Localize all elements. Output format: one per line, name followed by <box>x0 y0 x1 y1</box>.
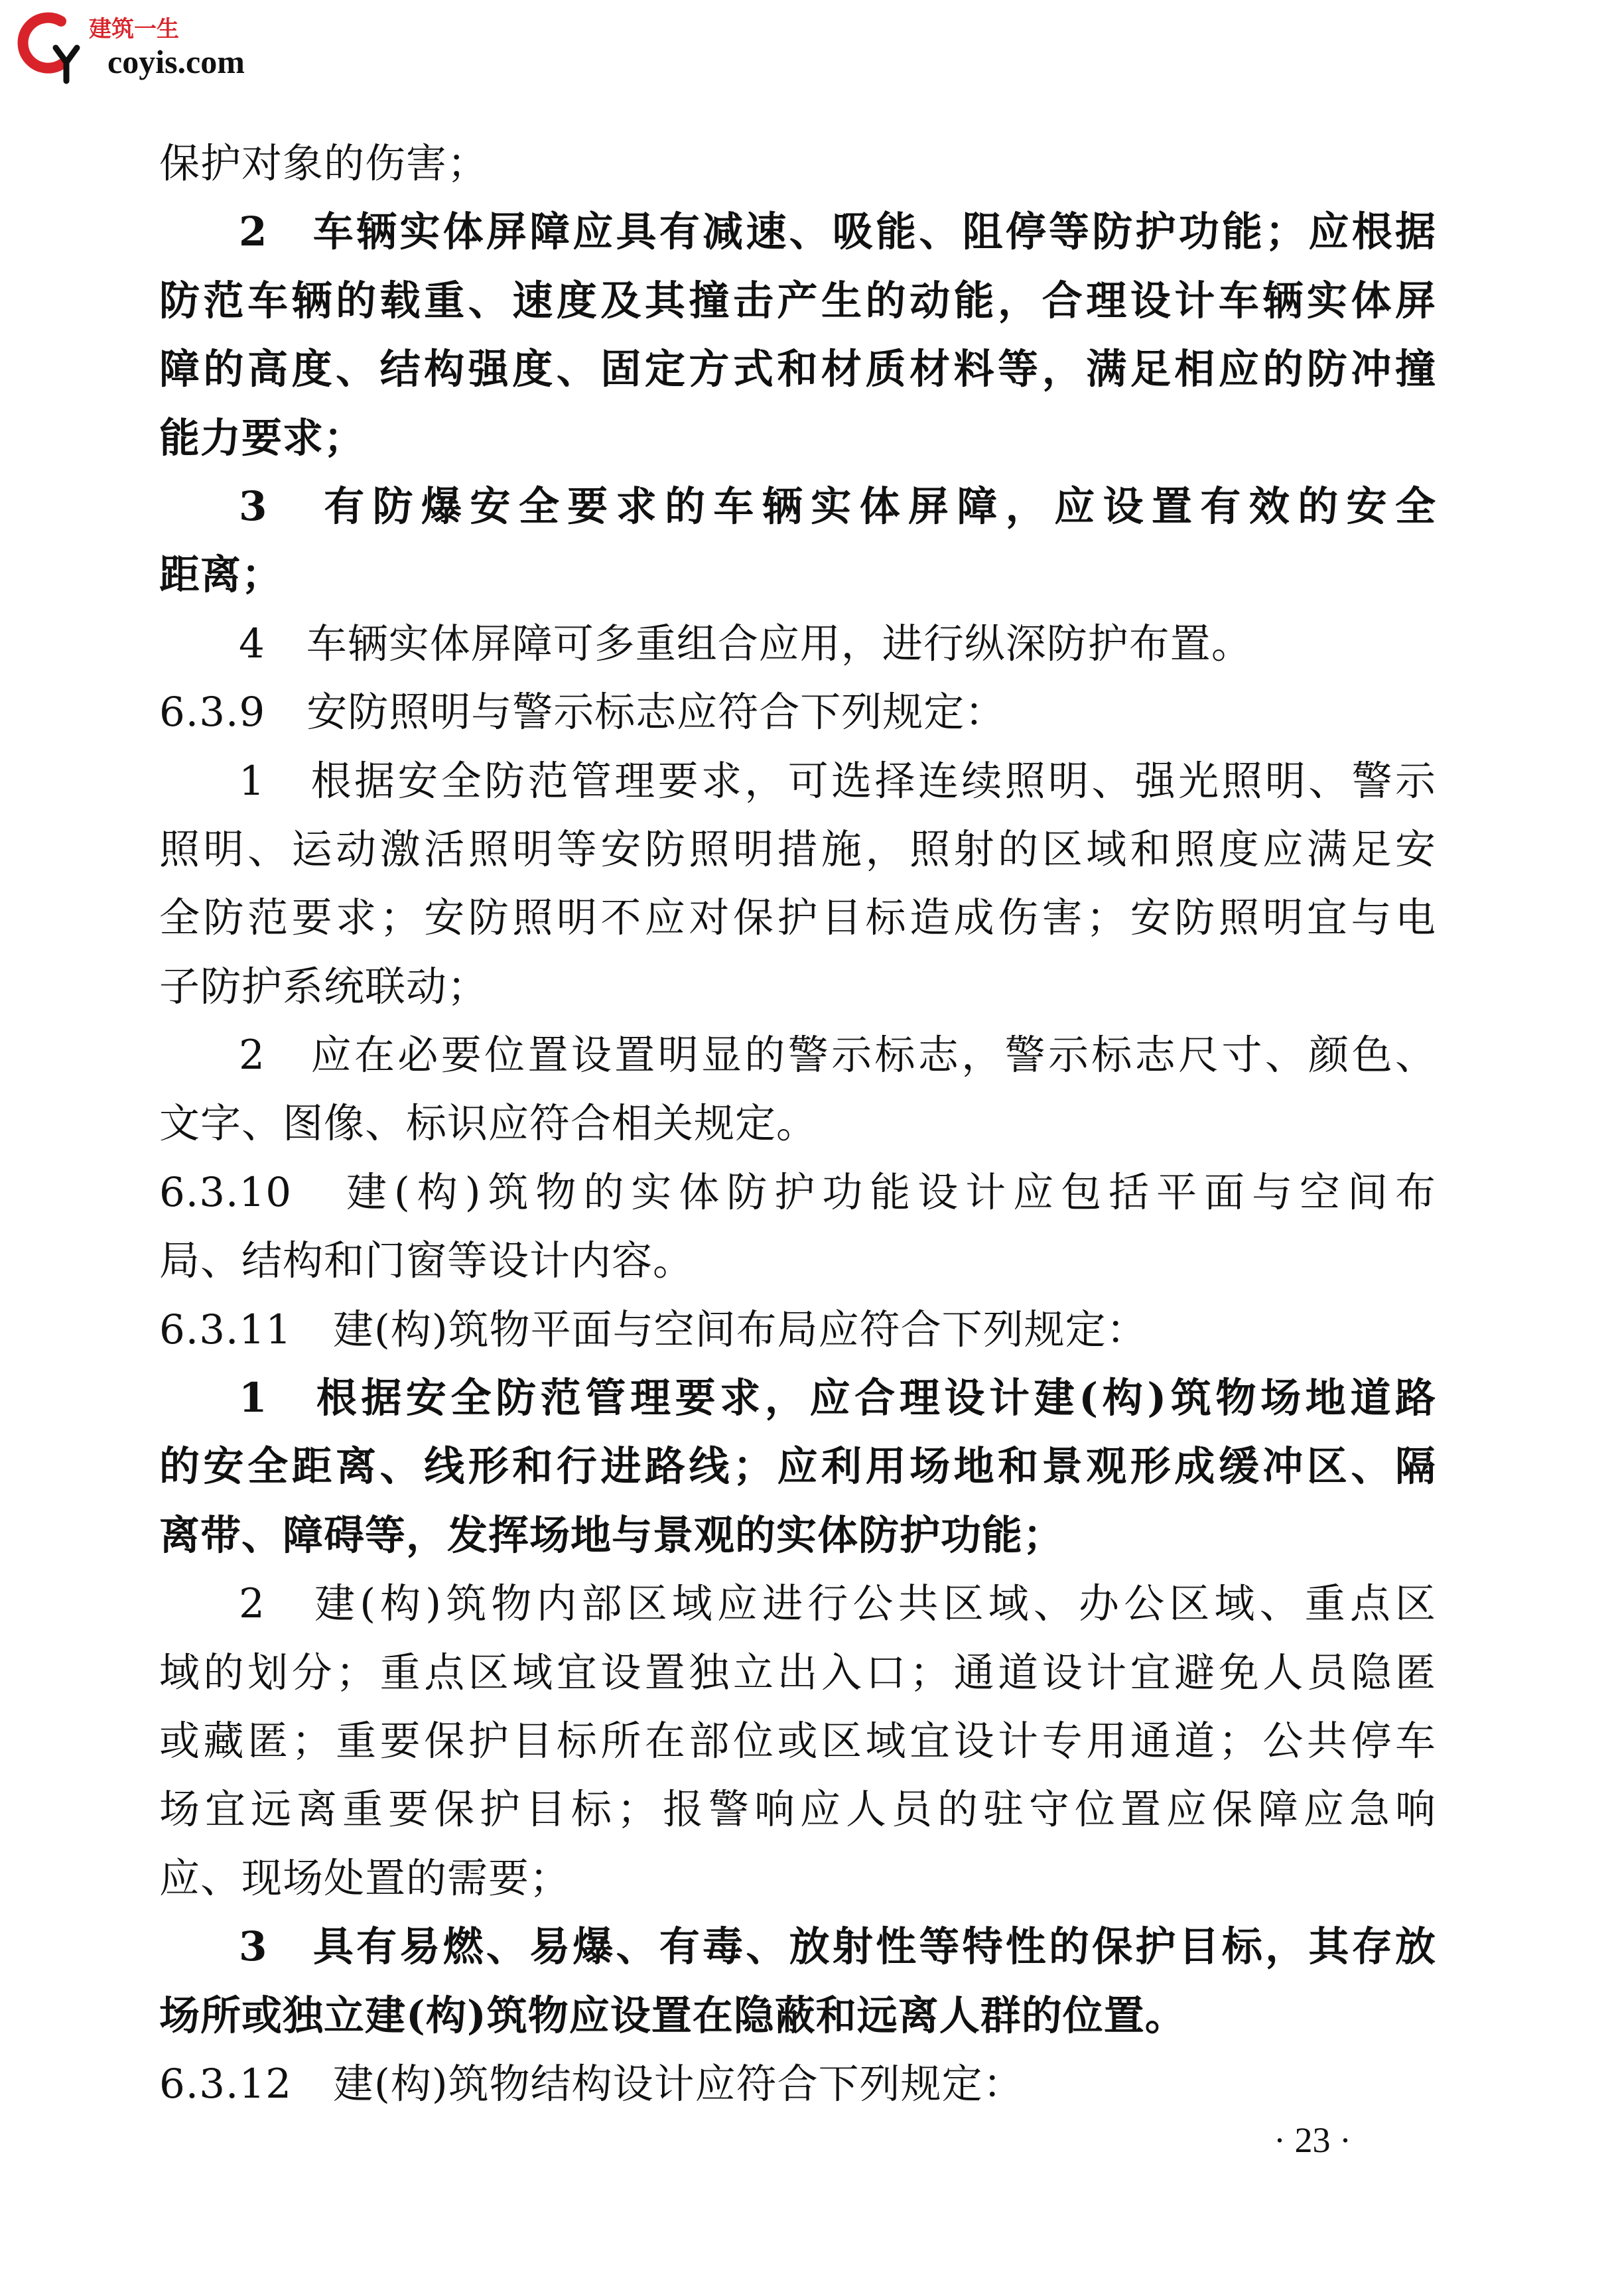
text-line: 场所或独立建(构)筑物应设置在隐蔽和远离人群的位置。 <box>159 1992 1186 2039</box>
clause-heading: 6.3.11 建(构)筑物平面与空间布局应符合下列规定： <box>159 1306 1148 1353</box>
page-number: · 23 · <box>1274 2120 1351 2160</box>
watermark-site-name: 建筑一生 <box>89 16 179 42</box>
watermark <box>9 7 288 86</box>
watermark-url: coyis.com <box>107 43 245 80</box>
clause-heading: 6.3.10 建(构)筑物的实体防护功能设计应包括平面与空间布 <box>159 1168 1436 1216</box>
text-line: 的安全距离、线形和行进路线；应利用场地和景观形成缓冲区、隔 <box>159 1443 1436 1491</box>
text-line: 2 车辆实体屏障应具有减速、吸能、阻停等防护功能；应根据 <box>239 208 1436 256</box>
text-line: 3 具有易燃、易爆、有毒、放射性等特性的保护目标，其存放 <box>239 1923 1436 1971</box>
text-line: 1 根据安全防范管理要求，可选择连续照明、强光照明、警示 <box>239 757 1436 805</box>
text-line: 1 根据安全防范管理要求，应合理设计建(构)筑物场地道路 <box>239 1375 1436 1422</box>
text-line: 或藏匿；重要保护目标所在部位或区域宜设计专用通道；公共停车 <box>159 1717 1436 1765</box>
text-line: 局、结构和门窗等设计内容。 <box>159 1237 695 1285</box>
text-line: 保护对象的伤害； <box>159 140 489 187</box>
text-line: 文字、图像、标识应符合相关规定。 <box>159 1100 818 1148</box>
clause-heading: 6.3.9 安防照明与警示标志应符合下列规定： <box>159 689 1006 736</box>
text-line: 3 有防爆安全要求的车辆实体屏障，应设置有效的安全 <box>239 482 1436 530</box>
text-line: 4 车辆实体屏障可多重组合应用，进行纵深防护布置。 <box>239 620 1252 667</box>
text-line: 全防范要求；安防照明不应对保护目标造成伤害；安防照明宜与电 <box>159 894 1436 942</box>
text-line: 子防护系统联动； <box>159 963 489 1010</box>
watermark-logo-icon <box>9 7 88 86</box>
text-line: 防范车辆的载重、速度及其撞击产生的动能，合理设计车辆实体屏 <box>159 277 1436 324</box>
text-line: 应、现场处置的需要； <box>159 1854 571 1902</box>
text-line: 距离； <box>159 551 283 599</box>
text-line: 场宜远离重要保护目标；报警响应人员的驻守位置应保障应急响 <box>159 1786 1436 1834</box>
text-line: 离带、障碍等，发挥场地与景观的实体防护功能； <box>159 1511 1065 1559</box>
document-body <box>159 129 1436 2118</box>
text-line: 域的划分；重点区域宜设置独立出入口；通道设计宜避免人员隐匿 <box>159 1649 1436 1696</box>
text-line: 障的高度、结构强度、固定方式和材质材料等，满足相应的防冲撞 <box>159 346 1436 393</box>
clause-heading: 6.3.12 建(构)筑物结构设计应符合下列规定： <box>159 2060 1024 2108</box>
text-line: 2 应在必要位置设置明显的警示标志，警示标志尺寸、颜色、 <box>239 1032 1436 1079</box>
text-line: 2 建(构)筑物内部区域应进行公共区域、办公区域、重点区 <box>239 1580 1436 1628</box>
text-line: 能力要求； <box>159 414 366 462</box>
text-line: 照明、运动激活照明等安防照明措施，照射的区域和照度应满足安 <box>159 825 1436 873</box>
